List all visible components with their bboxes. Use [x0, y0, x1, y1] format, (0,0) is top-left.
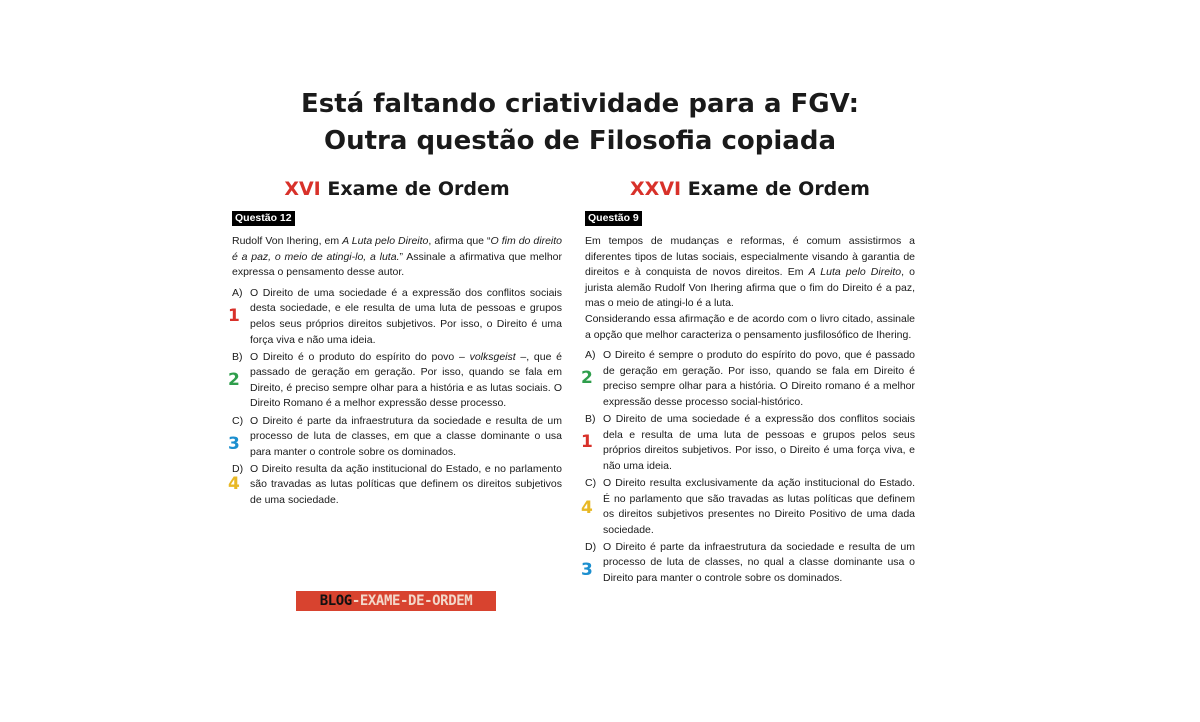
left-exam-column	[228, 176, 563, 510]
left-option-b: B) O Direito é o produto do espírito do povo – volksgeist –, que é passado de geração em geração. Por isso, quando se fala em Direito, é preciso sempre olhar para a história e as lutas sociais. O Direito Romano é a melhor expressão desse processo. 2	[228, 350, 562, 410]
right-option-d-marker: 3	[581, 559, 593, 580]
left-option-d-marker: 4	[228, 473, 240, 494]
page-title	[300, 86, 860, 160]
right-exam-roman: XXVI	[630, 178, 682, 200]
right-exam-heading-text: Exame de Ordem	[681, 178, 870, 200]
left-option-d: D) O Direito resulta da ação institucional do Estado, e no parlamento são travadas as lutas políticas que definem os direitos subjetivos de uma sociedade. 4	[228, 462, 562, 506]
right-option-a: A) O Direito é sempre o produto do espírito do povo, que é passado de geração em geração. Por isso, quando se fala em Direito é preciso sempre olhar para a história. O Direito romano é a melhor expressão desse processo social-histórico. 2	[581, 349, 915, 408]
left-exam-roman: XVI	[284, 178, 321, 200]
right-question-badge: Questão 9	[585, 211, 642, 226]
right-exam-heading	[585, 176, 915, 202]
right-option-a-marker: 2	[581, 368, 593, 389]
right-option-c-marker: 4	[581, 497, 593, 518]
left-option-a-marker: 1	[228, 305, 240, 326]
right-option-c: C) O Direito resulta exclusivamente da ação institucional do Estado. É no parlamento que são travadas as lutas políticas que definem os direitos subjetivos presentes no Direito Positivo de uma dada sociedade. 4	[581, 476, 915, 536]
right-option-b-marker: 1	[581, 432, 593, 453]
left-options	[228, 286, 562, 509]
left-question-stem: Rudolf Von Ihering, em A Luta pelo Direito, afirma que “O fim do direito é a paz, o meio de atingi-lo, a luta.” Assinale a afirmativa que melhor expressa o pensamento desse autor.	[232, 235, 563, 279]
title-line-1: Está faltando criatividade para a FGV:	[300, 89, 859, 119]
title-line-2: Outra questão de Filosofia copiada	[323, 126, 837, 156]
left-option-c-marker: 3	[228, 433, 240, 454]
blog-logo: BLOG-EXAME-DE-ORDEM	[296, 591, 496, 611]
right-question-stem: Em tempos de mudanças e reformas, é comum assistirmos a diferentes tipos de lutas sociais, especialmente visando à garantia de direitos e à conquista de novos direitos. Em A Luta pelo Direito, o jurista alemão Rudolf Von Ihering afirma que o fim do Direito é a paz, mas o meio de atingi-lo é a luta. Considerando essa afirmação e de acordo com o livro citado, assinale a opção que melhor caracteriza o pensamento jusfilosófico de Ihering.	[585, 235, 916, 341]
right-options	[581, 348, 915, 586]
left-question-badge: Questão 12	[232, 211, 295, 226]
left-exam-heading-text: Exame de Ordem	[320, 178, 510, 200]
right-exam-column	[581, 176, 916, 588]
left-option-c: C) O Direito é parte da infraestrutura da sociedade e resulta de um processo de luta de classes, em que a classe dominante o usa para manter o controle sobre os dominados. 3	[228, 414, 562, 458]
left-option-b-marker: 2	[228, 369, 240, 390]
left-option-a: A) O Direito de uma sociedade é a expressão dos conflitos sociais desta sociedade, e ele resulta de uma luta de pessoas e grupos pelos seus próprios direitos subjetivos. Por isso, o Direito é uma força viva e não uma ideia. 1	[228, 286, 562, 346]
left-exam-heading	[232, 176, 562, 202]
right-option-b: B) O Direito de uma sociedade é a expressão dos conflitos sociais dela e resulta de uma luta de pessoas e grupos pelos seus próprios direitos subjetivos. Por isso, o Direito é uma força viva, e não uma ideia. 1	[581, 413, 915, 472]
right-option-d: D) O Direito é parte da infraestrutura da sociedade e resulta de um processo de luta de classes, no qual a classe dominante usa o Direito para manter o controle sobre os dominados. 3	[581, 540, 915, 584]
